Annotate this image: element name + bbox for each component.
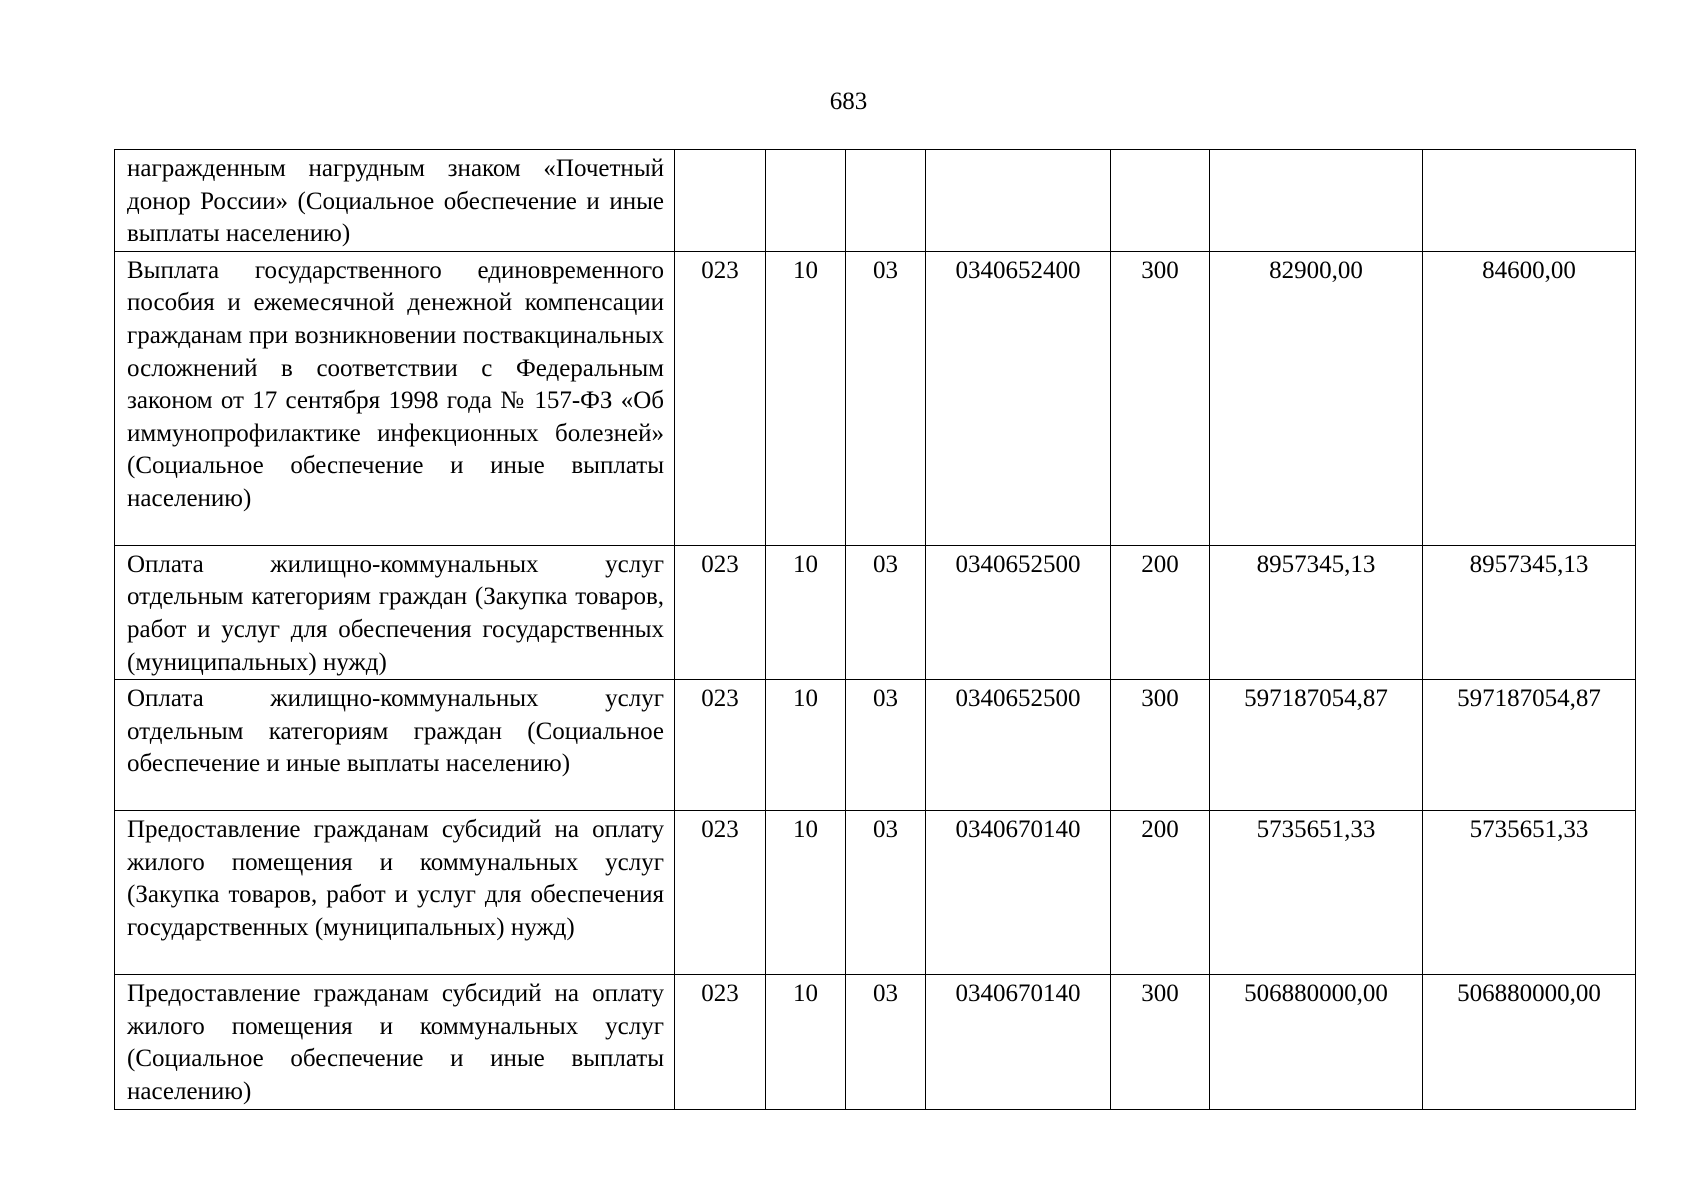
row-description: Предоставление гражданам субсидий на оплату жилого помещения и коммунальных услуг (Социальное обеспечение и иные выплаты населению) [115,975,675,1109]
amount-year-2 [1423,150,1636,252]
expense-type-code [1111,150,1210,252]
table-row [115,680,1636,811]
budget-table [114,149,1636,1110]
target-article-code: 0340652400 [926,251,1111,545]
amount-year-2: 506880000,00 [1423,975,1636,1109]
section-code: 10 [766,975,846,1109]
amount-year-2: 84600,00 [1423,251,1636,545]
expense-type-code: 300 [1111,975,1210,1109]
amount-year-2: 597187054,87 [1423,680,1636,811]
admin-code: 023 [675,680,766,811]
section-code: 10 [766,680,846,811]
row-description: Предоставление гражданам субсидий на оплату жилого помещения и коммунальных услуг (Закупка товаров, работ и услуг для обеспечения государственных (муниципальных) нужд) [115,811,675,975]
target-article-code: 0340670140 [926,811,1111,975]
row-description: награжденным нагрудным знаком «Почетный донор России» (Социальное обеспечение и иные выплаты населению) [115,150,675,252]
table-row [115,545,1636,679]
admin-code: 023 [675,251,766,545]
expense-type-code: 200 [1111,545,1210,679]
table-row [115,150,1636,252]
target-article-code [926,150,1111,252]
section-code: 10 [766,545,846,679]
expense-type-code: 300 [1111,680,1210,811]
amount-year-2: 5735651,33 [1423,811,1636,975]
admin-code: 023 [675,811,766,975]
admin-code: 023 [675,545,766,679]
table-row [115,811,1636,975]
table-row [115,251,1636,545]
amount-year-1 [1210,150,1423,252]
admin-code: 023 [675,975,766,1109]
section-code: 10 [766,251,846,545]
amount-year-1: 82900,00 [1210,251,1423,545]
amount-year-1: 597187054,87 [1210,680,1423,811]
amount-year-1: 506880000,00 [1210,975,1423,1109]
subsection-code: 03 [846,975,926,1109]
amount-year-2: 8957345,13 [1423,545,1636,679]
subsection-code: 03 [846,680,926,811]
row-description: Оплата жилищно-коммунальных услуг отдельным категориям граждан (Социальное обеспечение и иные выплаты населению) [115,680,675,811]
section-code: 10 [766,811,846,975]
row-description: Выплата государственного единовременного пособия и ежемесячной денежной компенсации гражданам при возникновении поствакцинальных осложнений в соответствии с Федеральным законом от 17 сентября 1998 года № 157-ФЗ «Об иммунопрофилактике инфекционных болезней» (Социальное обеспечение и иные выплаты населению) [115,251,675,545]
expense-type-code: 300 [1111,251,1210,545]
subsection-code: 03 [846,811,926,975]
expense-type-code: 200 [1111,811,1210,975]
section-code [766,150,846,252]
subsection-code: 03 [846,251,926,545]
subsection-code: 03 [846,545,926,679]
amount-year-1: 5735651,33 [1210,811,1423,975]
row-description: Оплата жилищно-коммунальных услуг отдельным категориям граждан (Закупка товаров, работ и услуг для обеспечения государственных (муниципальных) нужд) [115,545,675,679]
target-article-code: 0340652500 [926,545,1111,679]
subsection-code [846,150,926,252]
page-number: 683 [829,88,868,115]
admin-code [675,150,766,252]
table-row [115,975,1636,1109]
target-article-code: 0340652500 [926,680,1111,811]
amount-year-1: 8957345,13 [1210,545,1423,679]
target-article-code: 0340670140 [926,975,1111,1109]
